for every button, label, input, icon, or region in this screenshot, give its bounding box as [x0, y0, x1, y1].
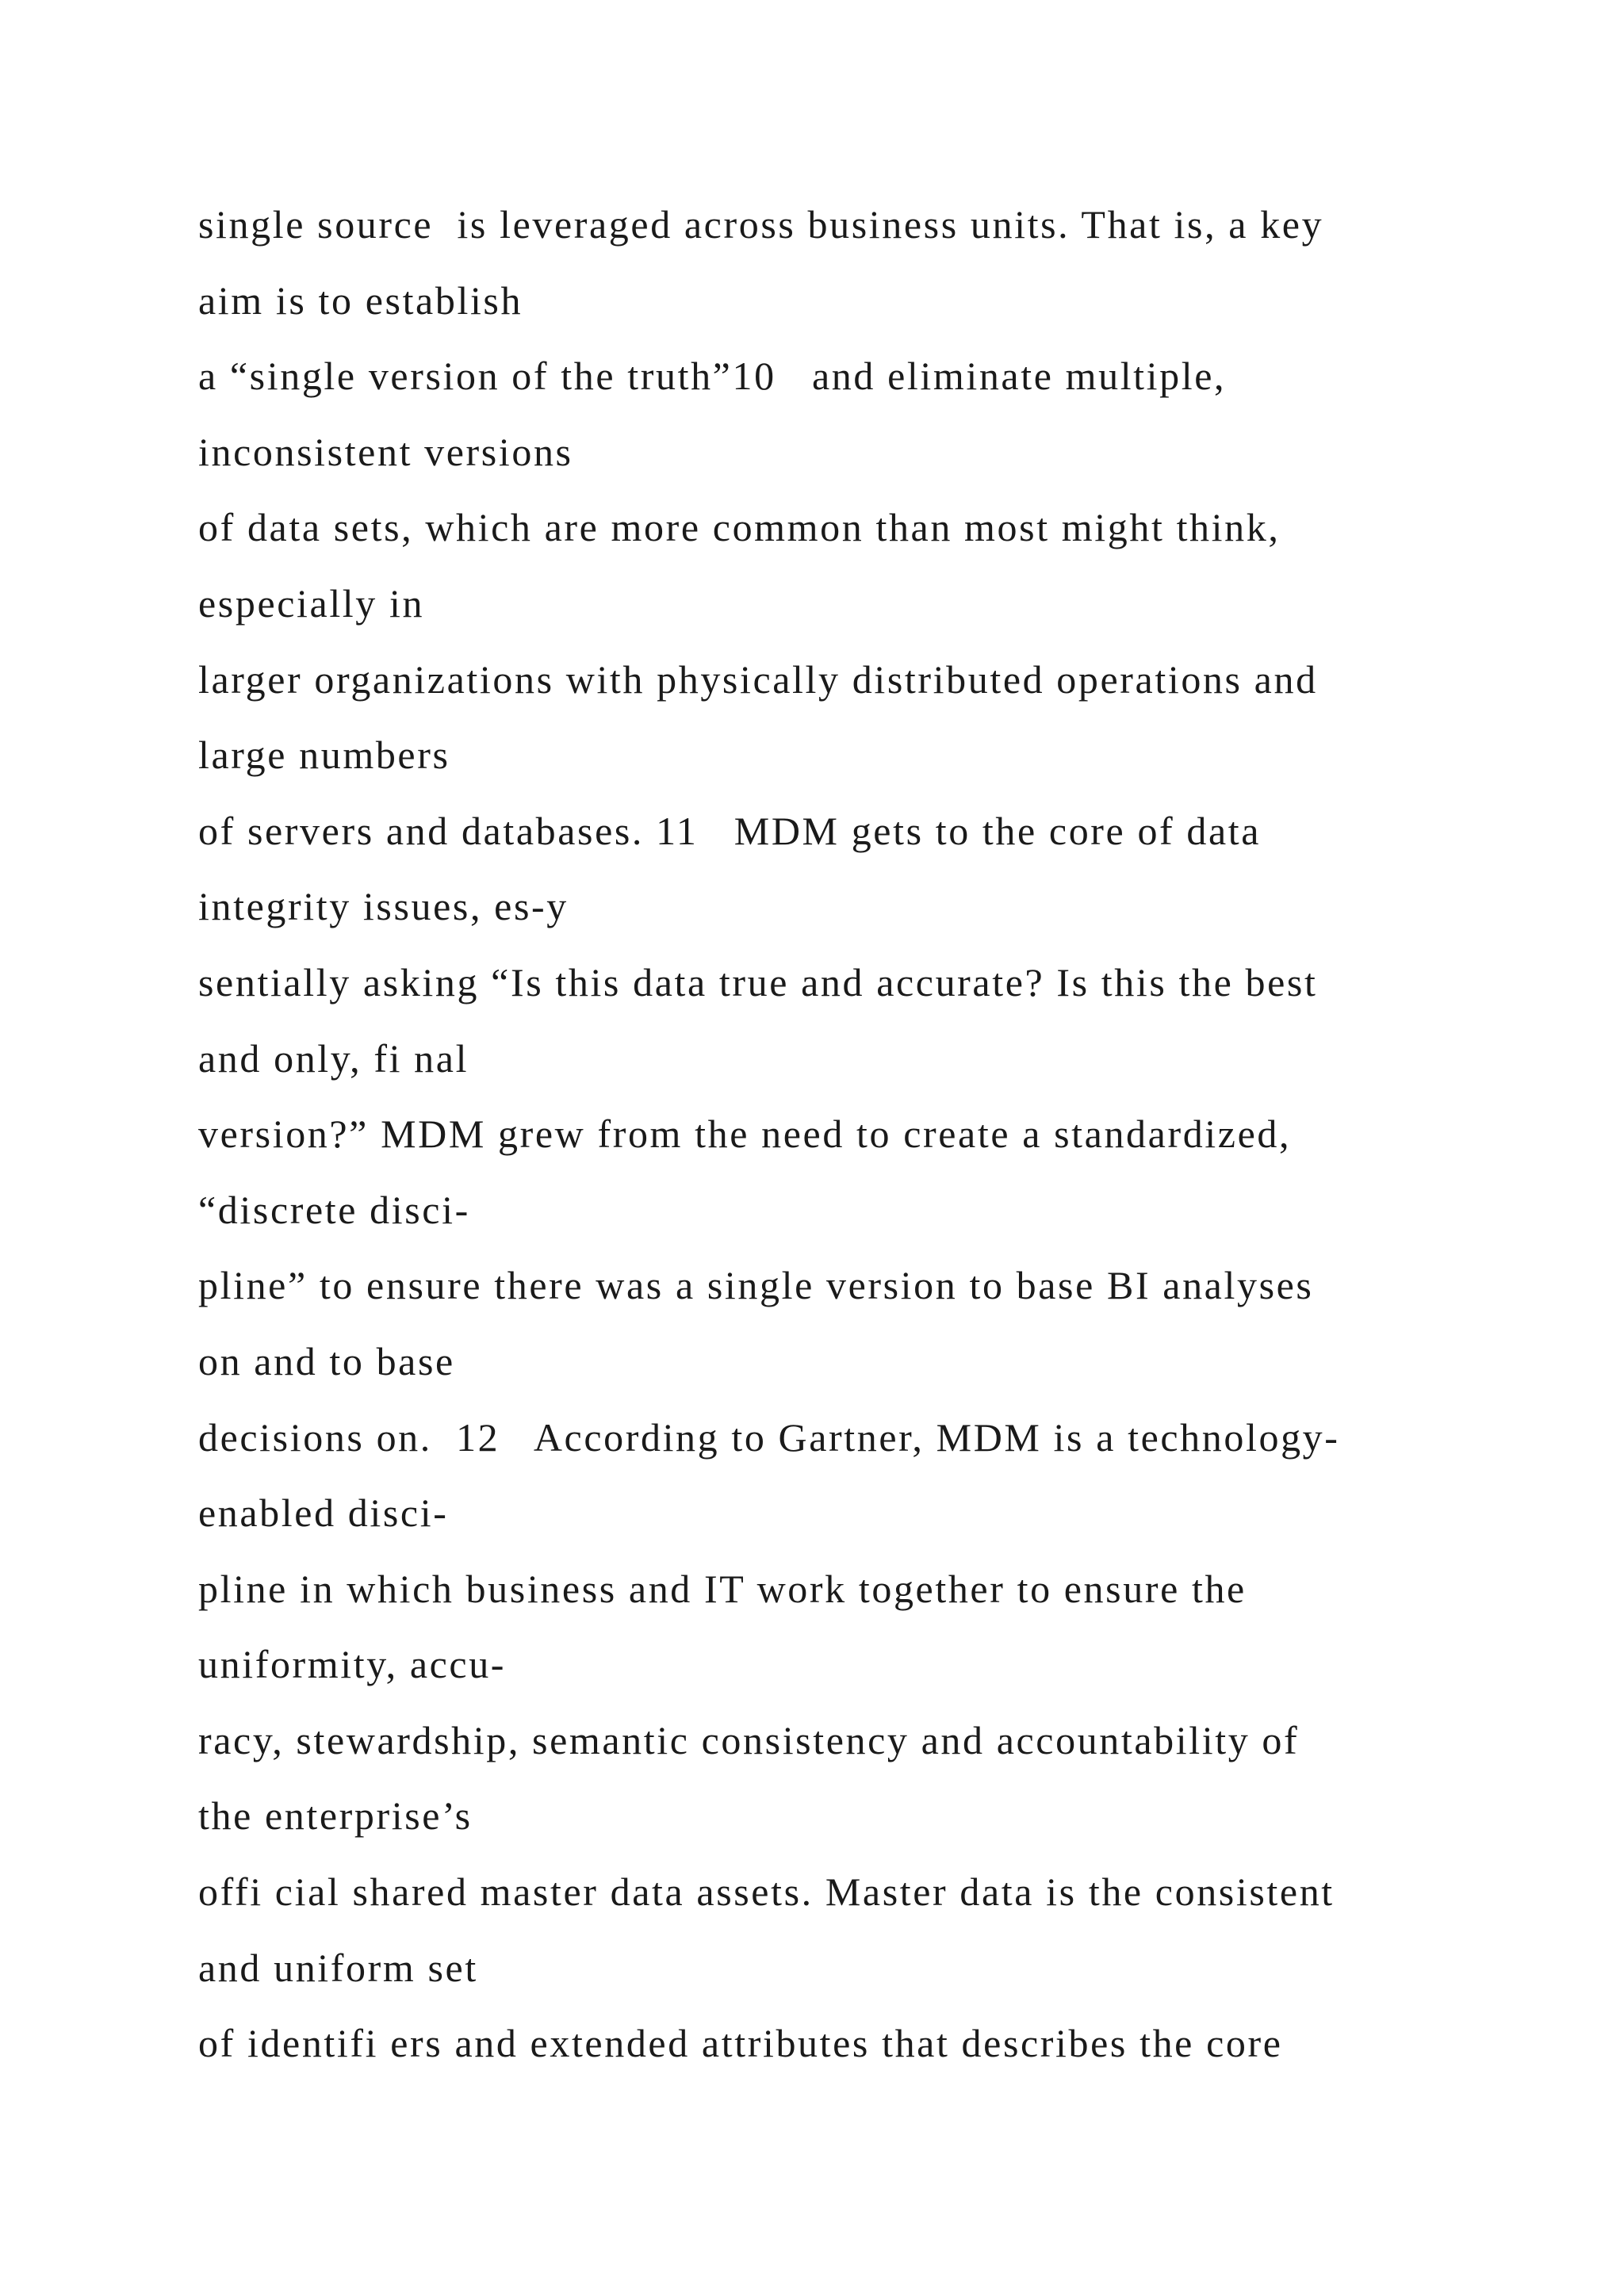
text-line: pline in which business and IT work together to ensure the — [198, 1566, 1247, 1611]
text-line: of data sets, which are more common than most might think, — [198, 505, 1281, 550]
text-line: a “single version of the truth”10 and eliminate multiple, — [198, 354, 1227, 399]
body-text — [198, 187, 1507, 2082]
text-line: and uniform set — [198, 1945, 478, 1990]
text-line: integrity issues, es-y — [198, 884, 569, 929]
text-line: “discrete disci- — [198, 1187, 470, 1232]
text-line: pline” to ensure there was a single version to base BI analyses — [198, 1263, 1314, 1308]
text-line: larger organizations with physically distributed operations and — [198, 656, 1318, 702]
text-line: uniformity, accu- — [198, 1642, 507, 1687]
text-line: racy, stewardship, semantic consistency and accountability of — [198, 1717, 1300, 1762]
text-line: aim is to establish — [198, 277, 523, 323]
text-line: on and to base — [198, 1338, 455, 1383]
text-line: sentially asking “Is this data true and accurate? Is this the best — [198, 959, 1318, 1004]
text-line: single source is leveraged across business units. That is, a key — [198, 202, 1324, 247]
text-line: large numbers — [198, 733, 450, 778]
text-line: enabled disci- — [198, 1490, 449, 1536]
text-line: the enterprise’s — [198, 1793, 473, 1839]
text-line: of servers and databases. 11 MDM gets to the core of data — [198, 808, 1262, 853]
text-line: especially in — [198, 580, 425, 626]
text-line: offi cial shared master data assets. Master data is the consistent — [198, 1869, 1335, 1915]
text-line: inconsistent versions — [198, 429, 573, 474]
text-line: and only, fi nal — [198, 1035, 469, 1081]
text-line: version?” MDM grew from the need to create a standardized, — [198, 1112, 1292, 1157]
text-line: decisions on. 12 According to Gartner, MDM is a technology- — [198, 1414, 1340, 1460]
text-line: of identifi ers and extended attributes that describes the core — [198, 2021, 1283, 2066]
